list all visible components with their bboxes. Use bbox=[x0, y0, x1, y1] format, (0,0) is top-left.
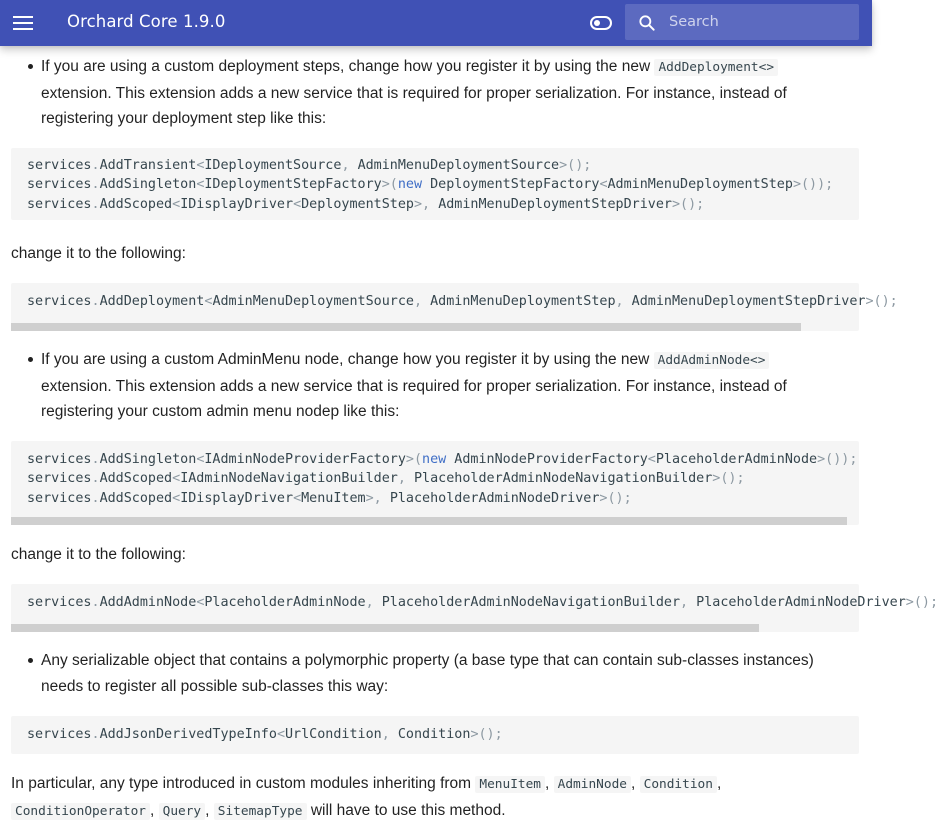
separator: , bbox=[716, 775, 722, 792]
bullet-list-2 bbox=[0, 347, 848, 425]
list-item bbox=[0, 347, 848, 425]
list-item-text: registering your deployment step like this: bbox=[41, 110, 327, 127]
paragraph: change it to the following: bbox=[11, 245, 186, 262]
separator: , bbox=[630, 775, 640, 792]
inline-code: SitemapType bbox=[214, 803, 307, 820]
search-box[interactable] bbox=[625, 4, 859, 40]
inline-code: AdminNode bbox=[554, 776, 631, 793]
list-item bbox=[0, 54, 848, 132]
inline-code: AddDeployment<> bbox=[654, 59, 778, 76]
inline-code: Query bbox=[159, 803, 206, 820]
code-block[interactable]: services.AddAdminNode<PlaceholderAdminNode, PlaceholderAdminNodeNavigationBuilder, PlaceholderAdminNodeDriver>(); bbox=[11, 584, 859, 632]
list-item-text: extension. This extension adds a new service that is required for proper serialization. For instance, instead of bbox=[41, 84, 787, 102]
paragraph-text: In particular, any type introduced in custom modules inheriting from bbox=[11, 775, 476, 792]
inline-code: MenuItem bbox=[475, 776, 545, 793]
code-block[interactable]: services.AddDeployment<AdminMenuDeploymentSource, AdminMenuDeploymentStep, AdminMenuDeploymentStepDriver>(); bbox=[11, 283, 859, 331]
separator: , bbox=[545, 775, 554, 792]
inline-code: ConditionOperator bbox=[11, 803, 150, 820]
horizontal-scrollbar[interactable] bbox=[11, 323, 801, 331]
bullet-list-3 bbox=[0, 648, 848, 699]
inline-code: AddAdminNode<> bbox=[654, 352, 770, 369]
code-block[interactable]: services.AddJsonDerivedTypeInfo<UrlCondition, Condition>(); bbox=[11, 716, 859, 754]
search-icon bbox=[637, 13, 657, 33]
menu-icon[interactable] bbox=[11, 11, 35, 35]
separator: , bbox=[149, 801, 159, 819]
site-title[interactable]: Orchard Core 1.9.0 bbox=[67, 12, 226, 31]
top-header bbox=[0, 0, 872, 46]
bullet-list-1 bbox=[0, 54, 848, 132]
horizontal-scrollbar[interactable] bbox=[11, 624, 759, 632]
code-block[interactable]: services.AddSingleton<IAdminNodeProviderFactory>(new AdminNodeProviderFactory<PlaceholderAdminNode>()); services.AddScoped<IAdminNodeNavigationBuilder, PlaceholderAdminNodeNavigationBuilder>(); services.AddScoped<IDisplayDriver<MenuItem>, PlaceholderAdminNodeDriver>(); bbox=[11, 441, 859, 525]
separator: , bbox=[205, 801, 214, 819]
list-item bbox=[0, 648, 848, 699]
list-item-text: extension. This extension adds a new service that is required for proper serialization. For instance, instead of bbox=[41, 377, 787, 395]
toggle-icon[interactable] bbox=[589, 11, 613, 35]
list-item-text: registering your custom admin menu nodep like this: bbox=[41, 403, 400, 420]
paragraph: change it to the following: bbox=[11, 546, 186, 563]
list-item-text: needs to register all possible sub-classes this way: bbox=[41, 677, 389, 695]
list-item-text: If you are using a custom deployment steps, change how you register it by using the new bbox=[41, 58, 655, 75]
search-input[interactable] bbox=[669, 4, 855, 40]
horizontal-scrollbar[interactable] bbox=[11, 517, 847, 525]
code-block[interactable]: services.AddTransient<IDeploymentSource, AdminMenuDeploymentSource>(); services.AddSingleton<IDeploymentStepFactory>(new DeploymentStepFactory<AdminMenuDeploymentStep>()); services.AddScoped<IDisplayDriver<DeploymentStep>, AdminMenuDeploymentStepDriver>(); bbox=[11, 148, 859, 220]
inline-code: Condition bbox=[640, 776, 717, 793]
paragraph bbox=[11, 771, 851, 824]
list-item-text: Any serializable object that contains a polymorphic property (a base type that can contain sub-classes instances) bbox=[41, 652, 814, 669]
paragraph-text: will have to use this method. bbox=[306, 801, 506, 819]
list-item-text: If you are using a custom AdminMenu node, change how you register it by using the new bbox=[41, 351, 654, 368]
